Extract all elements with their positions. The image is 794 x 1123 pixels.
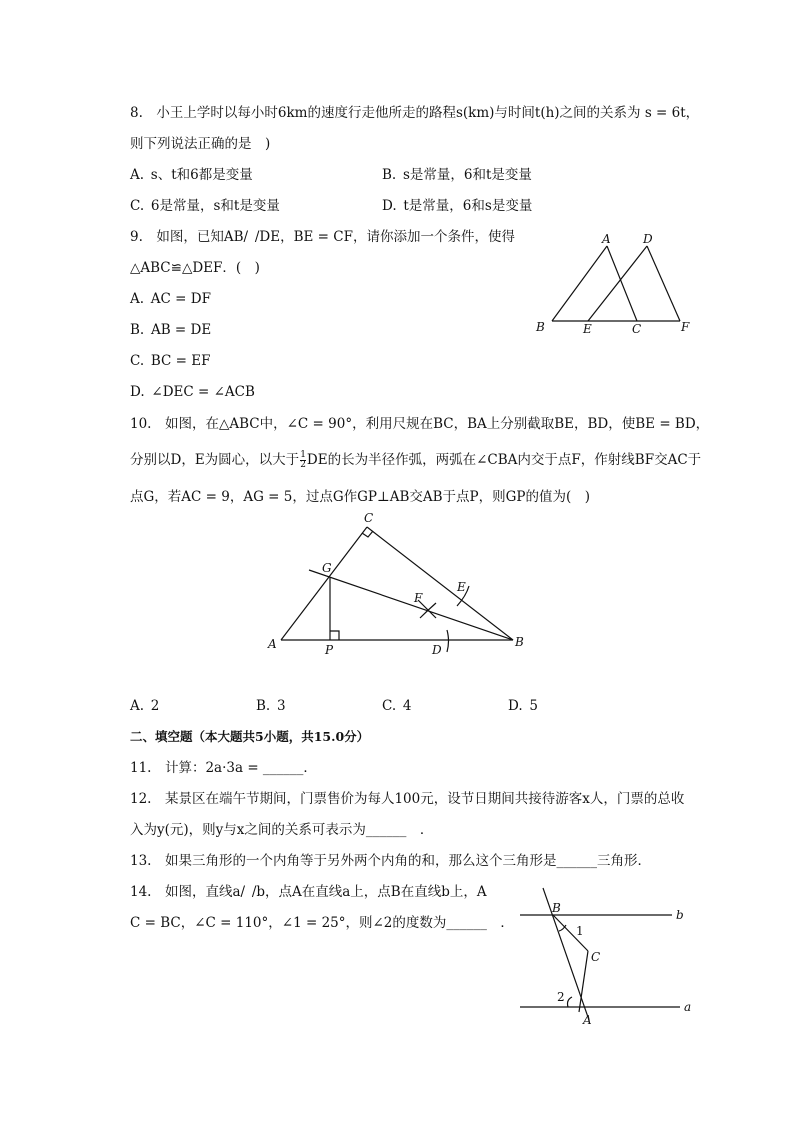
q10-label-a: A <box>268 637 277 651</box>
q9-segment-ac <box>607 246 637 321</box>
q10-option-b: B. 3 <box>256 698 286 714</box>
q9-label-d: D <box>643 232 653 246</box>
q10-segment-cb <box>367 527 513 640</box>
q9-label-b: B <box>536 320 545 334</box>
q14-angle-2-arc <box>568 997 573 1007</box>
q10-line2 <box>130 451 701 470</box>
q9-segment-ba <box>552 246 607 321</box>
q9-option-d: D. ∠DEC = ∠ACB <box>130 384 255 400</box>
q9-segment-df <box>647 246 680 321</box>
q14-label-angle-2: 2 <box>557 990 565 1004</box>
q10-fraction <box>300 451 306 470</box>
q10-label-f: F <box>414 591 423 605</box>
q10-right-angle-p <box>330 631 339 640</box>
q10-option-a: A. 2 <box>130 698 160 714</box>
q9-label-a: A <box>602 232 611 246</box>
q8-line1: 8. 小王上学时以每小时6km的速度行走他所走的路程s(km)与时间t(h)之间的关系为 s = 6t， <box>130 105 700 121</box>
q10-line1: 10. 如图，在△ABC中，∠C = 90°，利用尺规在BC，BA上分别截取BE，BD，使BE = BD， <box>130 416 710 432</box>
q9-label-f: F <box>681 320 690 334</box>
q9-label-e: E <box>583 322 592 336</box>
q9-line2: △ABC≌△DEF．( ) <box>130 260 260 276</box>
q11-line: 11. 计算：2a·3a = ______． <box>130 760 317 776</box>
q8-option-d: D. t是常量，6和s是变量 <box>382 198 533 214</box>
q9-option-b: B. AB = DE <box>130 322 212 338</box>
q8-option-c: C. 6是常量，s和t是变量 <box>130 198 280 214</box>
q8-option-a: A. s、t和6都是变量 <box>130 167 253 183</box>
q10-line2-part1: 分别以D，E为圆心，以大于 <box>130 452 300 468</box>
q10-option-d: D. 5 <box>508 698 538 714</box>
q10-label-c: C <box>364 511 374 525</box>
q10-fraction-numerator: 1 <box>300 450 306 460</box>
q14-label-line-b: b <box>676 908 684 922</box>
q14-label-a-point: A <box>583 1013 592 1027</box>
q14-figure <box>505 882 705 1027</box>
q9-figure <box>530 228 700 340</box>
q9-option-a: A. AC = DF <box>130 291 211 307</box>
q10-option-c: C. 4 <box>382 698 412 714</box>
q14-label-c: C <box>591 950 601 964</box>
q10-arc-d <box>447 630 449 652</box>
q10-figure <box>262 505 537 660</box>
q10-ray-bf <box>309 570 513 640</box>
q8-option-b: B. s是常量，6和t是变量 <box>382 167 532 183</box>
q14-transversal <box>543 888 589 1020</box>
q10-fraction-denominator: 2 <box>300 460 306 470</box>
q13-line: 13. 如果三角形的一个内角等于另外两个内角的和，那么这个三角形是______三角形． <box>130 853 651 869</box>
q9-option-c: C. BC = EF <box>130 353 211 369</box>
q12-line2: 入为y(元)，则y与x之间的关系可表示为______ ． <box>130 822 434 838</box>
q10-label-p: P <box>325 643 334 657</box>
q10-label-g: G <box>322 561 332 575</box>
q14-line2: C = BC，∠C = 110°，∠1 = 25°，则∠2的度数为______ ． <box>130 915 514 931</box>
q10-label-b: B <box>515 635 524 649</box>
q12-line1: 12. 某景区在端午节期间，门票售价为每人100元，设节日期间共接待游客x人，门票的总收 <box>130 791 685 807</box>
q10-label-e: E <box>457 580 466 594</box>
q9-line1: 9. 如图，已知AB/ /DE，BE = CF，请你添加一个条件，使得 <box>130 229 515 245</box>
q9-label-c: C <box>632 322 642 336</box>
q8-line2: 则下列说法正确的是 ) <box>130 136 271 152</box>
q10-segment-ac <box>281 527 367 640</box>
q9-segment-ed <box>588 246 647 321</box>
q10-line2-part2: DE的长为半径作弧，两弧在∠CBA内交于点F，作射线BF交AC于 <box>306 452 702 468</box>
q10-line3: 点G，若AC = 9，AG = 5，过点G作GP⊥AB交AB于点P，则GP的值为( ) <box>130 489 591 505</box>
q14-label-line-a: a <box>684 1000 692 1014</box>
section-fill-in-heading: 二、填空题（本大题共5小题，共15.0分） <box>130 729 370 744</box>
q10-label-d: D <box>432 643 442 657</box>
q14-label-b-point: B <box>552 901 561 915</box>
q14-line1: 14. 如图，直线a/ /b，点A在直线a上，点B在直线b上，A <box>130 884 487 900</box>
q14-label-angle-1: 1 <box>576 924 584 938</box>
